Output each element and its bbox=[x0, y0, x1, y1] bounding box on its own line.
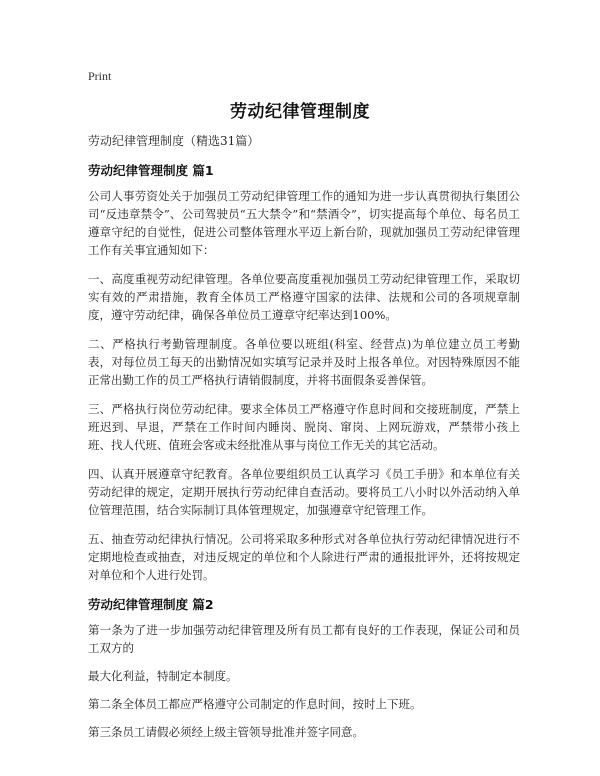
paragraph: 四、认真开展遵章守纪教育。各单位要组织员工认真学习《员工手册》和本单位有关劳动纪律的规定，定期开展执行劳动纪律自查活动。要将员工八小时以外活动纳入单位管理范围，结合实际制订具体管理规定，加强遵章守纪管理工作。 bbox=[88, 467, 520, 517]
section-heading-2: 劳动纪律管理制度 篇2 bbox=[88, 597, 214, 612]
paragraph: 最大化利益，特制定本制度。 bbox=[88, 669, 238, 683]
paragraph: 一、高度重视劳动纪律管理。各单位要高度重视加强员工劳动纪律管理工作，采取切实有效的严肃措施，教育全体员工严格遵守国家的法律、法规和公司的各项规章制度，遵守劳动纪律，确保各单位员工遵章守纪率达到100%。 bbox=[88, 272, 520, 322]
print-link[interactable]: Print bbox=[88, 69, 112, 83]
paragraph: 二、严格执行考勤管理制度。各单位要以班组(科室、经营点)为单位建立员工考勤表，对每位员工每天的出勤情况如实填写记录并及时上报各单位。对因特殊原因不能正常出勤工作的员工严格执行请销假制度，并将书面假条妥善保管。 bbox=[88, 337, 520, 387]
paragraph: 第三条员工请假必须经上级主管领导批准并签字同意。 bbox=[88, 725, 364, 739]
paragraph: 五、抽查劳动纪律执行情况。公司将采取多种形式对各单位执行劳动纪律情况进行不定期地检查或抽查，对违反规定的单位和个人除进行严肃的通报批评外，还将按规定对单位和个人进行处罚。 bbox=[88, 532, 520, 582]
page-title: 劳动纪律管理制度 bbox=[230, 102, 370, 122]
paragraph: 第二条全体员工都应严格遵守公司制定的作息时间，按时上下班。 bbox=[88, 697, 422, 711]
document-subtitle: 劳动纪律管理制度（精选31篇） bbox=[88, 134, 260, 148]
paragraph: 第一条为了进一步加强劳动纪律管理及所有员工都有良好的工作表现，保证公司和员工双方的 bbox=[88, 623, 520, 655]
paragraph: 公司人事劳资处关于加强员工劳动纪律管理工作的通知为进一步认真贯彻执行集团公司“反违章禁令”、公司驾驶员“五大禁令”和“禁酒令”，切实提高每个单位、每名员工遵章守纪的自觉性，促进公司整体管理水平迈上新台阶，现就加强员工劳动纪律管理工作有关事宜通知如下： bbox=[88, 189, 520, 257]
paragraph: 三、严格执行岗位劳动纪律。要求全体员工严格遵守作息时间和交接班制度，严禁上班迟到、早退，严禁在工作时间内睡岗、脱岗、窜岗、上网玩游戏，严禁带小孩上班、找人代班、值班会客或未经批准从事与岗位工作无关的其它活动。 bbox=[88, 402, 520, 452]
section-heading-1: 劳动纪律管理制度 篇1 bbox=[88, 163, 214, 178]
document-body bbox=[88, 131, 520, 751]
